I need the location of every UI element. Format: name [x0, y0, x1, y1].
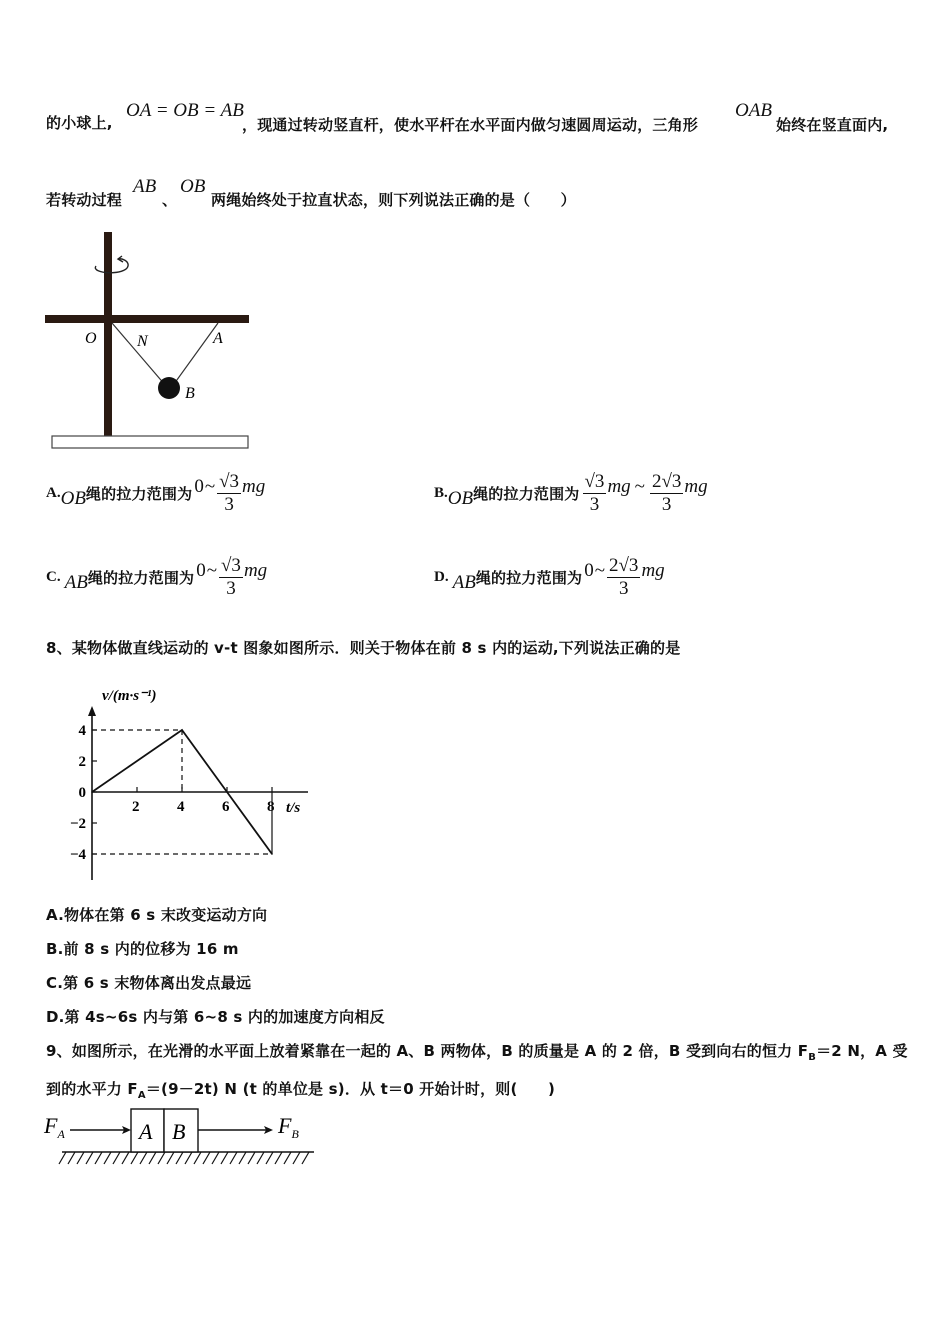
label-o: O	[85, 330, 97, 347]
fraction-numerator: √3	[219, 470, 240, 492]
x-axis-label: t/s	[286, 800, 301, 816]
x-tick-label: 2	[132, 799, 140, 815]
q7-option-b[interactable]	[434, 468, 708, 518]
range-tilde: ~	[206, 560, 217, 581]
q7-line1-text-a: 的小球上,	[46, 114, 113, 132]
q9-line1-sub: B	[808, 1052, 817, 1063]
range-unit: mg	[684, 476, 708, 497]
ground-hatch	[59, 1152, 309, 1164]
fraction-denominator: 3	[226, 577, 236, 599]
force-a-sub: A	[57, 1127, 65, 1141]
range-from-fraction	[583, 471, 607, 516]
hatch-stroke	[167, 1152, 174, 1164]
fraction-denominator: 3	[224, 493, 234, 515]
q7-line1-text-c: 始终在竖直面内,	[776, 116, 889, 134]
range-to-fraction	[219, 555, 243, 600]
block-a-label: A	[139, 1119, 153, 1144]
hatch-stroke	[203, 1152, 210, 1164]
option-label: D.	[434, 568, 449, 585]
q7-option-d[interactable]	[434, 552, 665, 602]
option-label: A.	[46, 484, 61, 501]
hatch-stroke	[221, 1152, 228, 1164]
y-tick-label: −2	[69, 816, 86, 832]
hatch-stroke	[302, 1152, 309, 1164]
q7-figure	[40, 228, 260, 454]
q9-line2-text-b: ＝(9－2t) N (t 的单位是 s)．从 t＝0 开始计时，则( )	[145, 1080, 555, 1098]
force-a-symbol: F	[44, 1113, 58, 1138]
q7-line1-math2: OAB	[735, 100, 772, 121]
q8-option-a[interactable]: A.物体在第 6 s 末改变运动方向	[46, 906, 268, 924]
range-tilde: ~	[634, 476, 645, 497]
y-tick-label: 4	[78, 723, 86, 739]
q8-option-b[interactable]: B.前 8 s 内的位移为 16 m	[46, 940, 239, 958]
y-tick-label: −4	[69, 847, 86, 863]
fraction-numerator: √3	[584, 470, 605, 492]
hatch-stroke	[230, 1152, 237, 1164]
q8-vt-chart	[60, 676, 320, 886]
option-text: 绳的拉力范围为	[475, 568, 583, 587]
fraction-numerator: 2√3	[609, 554, 639, 576]
vt-data-point	[226, 791, 228, 793]
q9-figure	[40, 1104, 325, 1174]
hatch-stroke	[293, 1152, 300, 1164]
hatch-stroke	[131, 1152, 138, 1164]
hatch-stroke	[113, 1152, 120, 1164]
hatch-stroke	[257, 1152, 264, 1164]
hatch-stroke	[176, 1152, 183, 1164]
option-label: C.	[46, 568, 61, 585]
x-tick-label: 8	[267, 799, 275, 815]
horizontal-rod	[45, 315, 249, 323]
fraction-numerator: 2√3	[651, 470, 682, 492]
hatch-stroke	[158, 1152, 165, 1164]
fraction-denominator: 3	[661, 493, 672, 515]
block-b-label: B	[172, 1119, 186, 1144]
fraction-denominator: 3	[618, 577, 629, 599]
q7-line2-text-a: 若转动过程	[46, 191, 123, 209]
range-tilde: ~	[204, 476, 216, 497]
hatch-stroke	[104, 1152, 111, 1164]
hatch-stroke	[266, 1152, 273, 1164]
option-rope: OB	[60, 488, 86, 509]
force-a-label	[43, 1113, 65, 1141]
q7-line2-math-ab: AB	[133, 176, 157, 197]
q8-stem: 8、某物体做直线运动的 v-t 图象如图所示．则关于物体在前 8 s 内的运动,下列说法正确的是	[46, 639, 681, 657]
hatch-stroke	[77, 1152, 84, 1164]
range-to-fraction	[650, 471, 683, 516]
label-b: B	[185, 385, 195, 402]
option-text: 绳的拉力范围为	[473, 484, 580, 503]
range-from: 0	[584, 560, 594, 581]
option-text: 绳的拉力范围为	[87, 568, 195, 587]
hatch-stroke	[275, 1152, 282, 1164]
hatch-stroke	[248, 1152, 255, 1164]
hatch-stroke	[59, 1152, 66, 1164]
hatch-stroke	[284, 1152, 291, 1164]
vertical-rod	[104, 232, 112, 436]
range-to-fraction	[217, 471, 241, 516]
hatch-stroke	[95, 1152, 102, 1164]
option-label: B.	[434, 484, 448, 501]
option-rope: OB	[447, 488, 474, 509]
q9-line2-sub: A	[137, 1090, 146, 1101]
x-tick-label: 4	[177, 799, 185, 815]
q7-option-a[interactable]	[46, 468, 265, 518]
fraction-denominator: 3	[589, 493, 600, 515]
hatch-stroke	[149, 1152, 156, 1164]
hatch-stroke	[239, 1152, 246, 1164]
fraction-numerator: √3	[221, 554, 241, 576]
vt-data-point	[271, 853, 273, 855]
label-n: N	[137, 333, 148, 350]
q7-line2-math-ob: OB	[180, 176, 206, 197]
q8-option-d[interactable]: D.第 4s~6s 内与第 6~8 s 内的加速度方向相反	[46, 1008, 385, 1026]
hatch-stroke	[194, 1152, 201, 1164]
hatch-stroke	[212, 1152, 219, 1164]
y-tick-label: 2	[78, 754, 86, 770]
option-rope: AB	[64, 572, 88, 593]
option-rope: AB	[452, 572, 476, 593]
force-b-sub: B	[291, 1127, 299, 1141]
range-unit: mg	[641, 560, 665, 581]
y-axis-label: v/(m·s⁻¹)	[102, 688, 157, 704]
label-a: A	[213, 330, 223, 347]
q7-line2-text-b: 两绳始终处于拉直状态，则下列说法正确的是（ ）	[211, 191, 576, 209]
force-b-symbol: F	[278, 1113, 292, 1138]
q9-line1-end: ＝2 N，A 受	[816, 1042, 908, 1060]
q7-line1-text-b: ，现通过转动竖直杆，使水平杆在水平面内做匀速圆周运动，三角形	[242, 116, 699, 134]
base-plate	[52, 436, 248, 448]
q9-line2	[46, 1078, 555, 1101]
rope-ab	[174, 323, 218, 384]
q8-option-c[interactable]: C.第 6 s 末物体离出发点最远	[46, 974, 252, 992]
q9-line1	[46, 1040, 908, 1063]
range-from: 0	[194, 476, 204, 497]
range-from-unit: mg	[607, 476, 631, 497]
hatch-stroke	[122, 1152, 129, 1164]
q9-line1-text: 9、如图所示，在光滑的水平面上放着紧靠在一起的 A、B 两物体，B 的质量是 A 的 2 倍，B 受到向右的恒力 F	[46, 1042, 809, 1060]
vt-data-point	[91, 791, 93, 793]
range-tilde: ~	[594, 560, 605, 581]
q7-line2-sep: 、	[162, 191, 178, 209]
range-to-fraction	[607, 555, 640, 600]
y-axis-arrow-icon	[88, 706, 96, 716]
hatch-stroke	[68, 1152, 75, 1164]
q7-line1	[46, 112, 113, 133]
hatch-stroke	[86, 1152, 93, 1164]
force-b-label	[277, 1113, 299, 1141]
q9-line2-text-a: 到的水平力 F	[46, 1080, 138, 1098]
option-text: 绳的拉力范围为	[85, 484, 193, 503]
range-unit: mg	[243, 560, 268, 581]
y-tick-label: 0	[78, 785, 86, 801]
vt-data-point	[181, 729, 183, 731]
q7-line1-math: OA = OB = AB	[126, 100, 244, 121]
range-unit: mg	[242, 476, 266, 497]
ball-b	[158, 377, 180, 399]
x-tick-label: 6	[222, 799, 230, 815]
hatch-stroke	[140, 1152, 147, 1164]
range-from: 0	[196, 560, 206, 581]
hatch-stroke	[185, 1152, 192, 1164]
q7-option-c[interactable]	[46, 552, 267, 602]
